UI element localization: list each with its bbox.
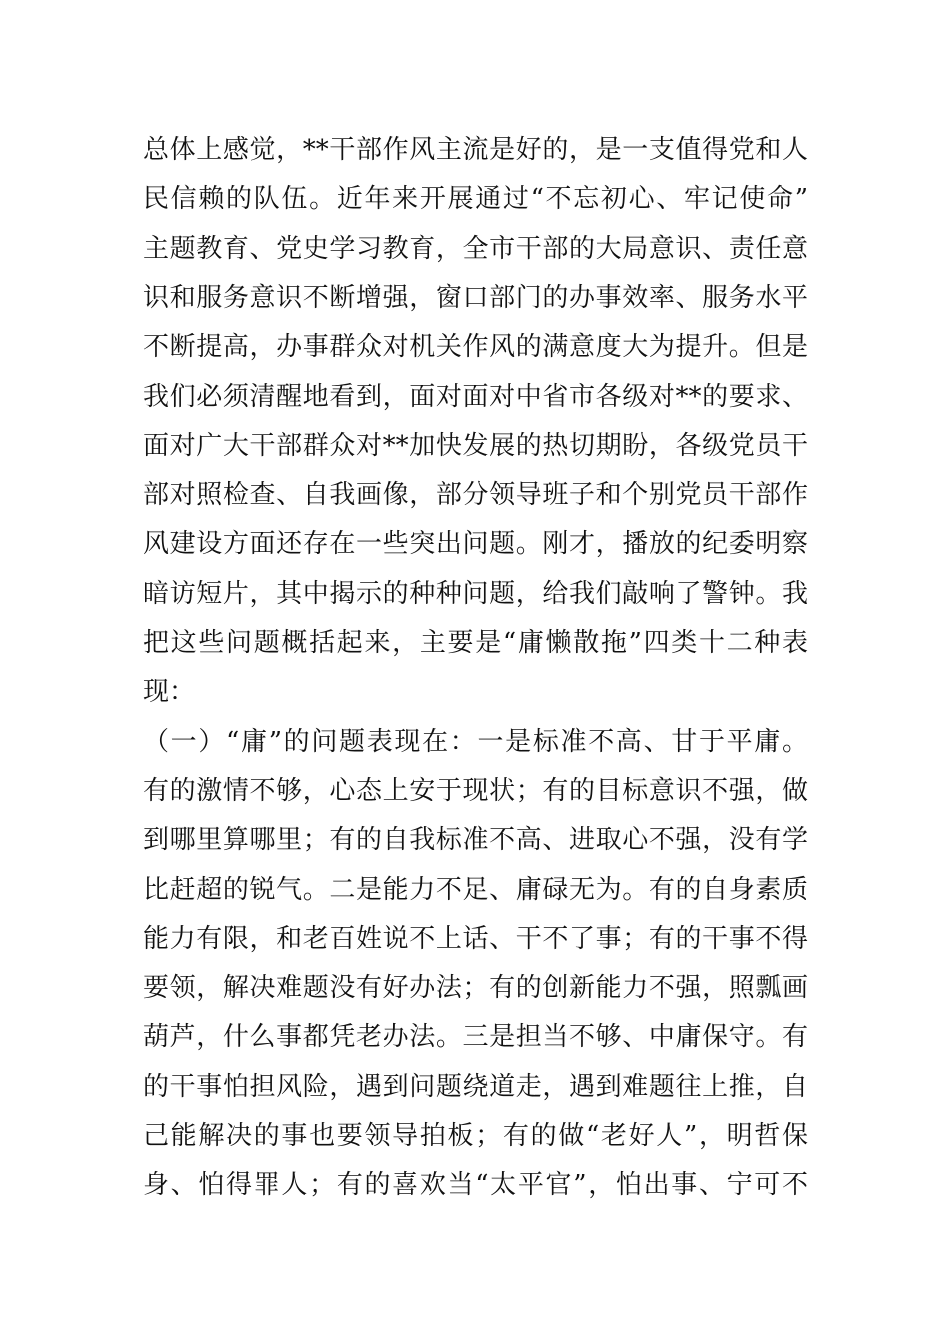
paragraph-line: 民信赖的队伍。近年来开展通过“不忘初心、牢记使命” bbox=[143, 184, 808, 215]
paragraph-line: 把这些问题概括起来，主要是“庸懒散拖”四类十二种表 bbox=[143, 628, 808, 658]
paragraph-line: 能力有限，和老百姓说不上话、干不了事；有的干事不得 bbox=[143, 923, 808, 954]
paragraph-line: 现： bbox=[143, 677, 196, 708]
paragraph-line: 总体上感觉，**干部作风主流是好的，是一支值得党和人 bbox=[143, 135, 808, 165]
paragraph-line: 比赶超的锐气。二是能力不足、庸碌无为。有的自身素质 bbox=[143, 874, 808, 905]
paragraph-line: 有的激情不够，心态上安于现状；有的目标意识不强，做 bbox=[143, 775, 808, 806]
paragraph-line: 我们必须清醒地看到，面对面对中省市各级对**的要求、 bbox=[143, 381, 808, 412]
paragraph-line: 面对广大干部群众对**加快发展的热切期盼，各级党员干 bbox=[143, 430, 808, 461]
paragraph-line: 葫芦，什么事都凭老办法。三是担当不够、中庸保守。有 bbox=[143, 1022, 808, 1053]
paragraph-line: （一）“庸”的问题表现在：一是标准不高、甘于平庸。 bbox=[143, 726, 808, 757]
paragraph-line: 到哪里算哪里；有的自我标准不高、进取心不强，没有学 bbox=[143, 825, 808, 856]
paragraph-line: 部对照检查、自我画像，部分领导班子和个别党员干部作 bbox=[143, 480, 808, 511]
paragraph-line: 暗访短片，其中揭示的种种问题，给我们敲响了警钟。我 bbox=[143, 578, 808, 609]
paragraph-line: 识和服务意识不断增强，窗口部门的办事效率、服务水平 bbox=[143, 282, 808, 313]
paragraph-line: 身、怕得罪人；有的喜欢当“太平官”，怕出事、宁可不 bbox=[143, 1170, 808, 1201]
paragraph-line: 要领，解决难题没有好办法；有的创新能力不强，照瓢画 bbox=[143, 973, 808, 1004]
paragraph-line: 己能解决的事也要领导拍板；有的做“老好人”，明哲保 bbox=[143, 1121, 808, 1151]
paragraph-line: 不断提高，办事群众对机关作风的满意度大为提升。但是 bbox=[143, 332, 808, 363]
paragraph-line: 风建设方面还存在一些突出问题。刚才，播放的纪委明察 bbox=[143, 529, 808, 560]
paragraph-line: 的干事怕担风险，遇到问题绕道走，遇到难题往上推，自 bbox=[143, 1071, 808, 1102]
paragraph-line: 主题教育、党史学习教育，全市干部的大局意识、责任意 bbox=[143, 233, 808, 264]
